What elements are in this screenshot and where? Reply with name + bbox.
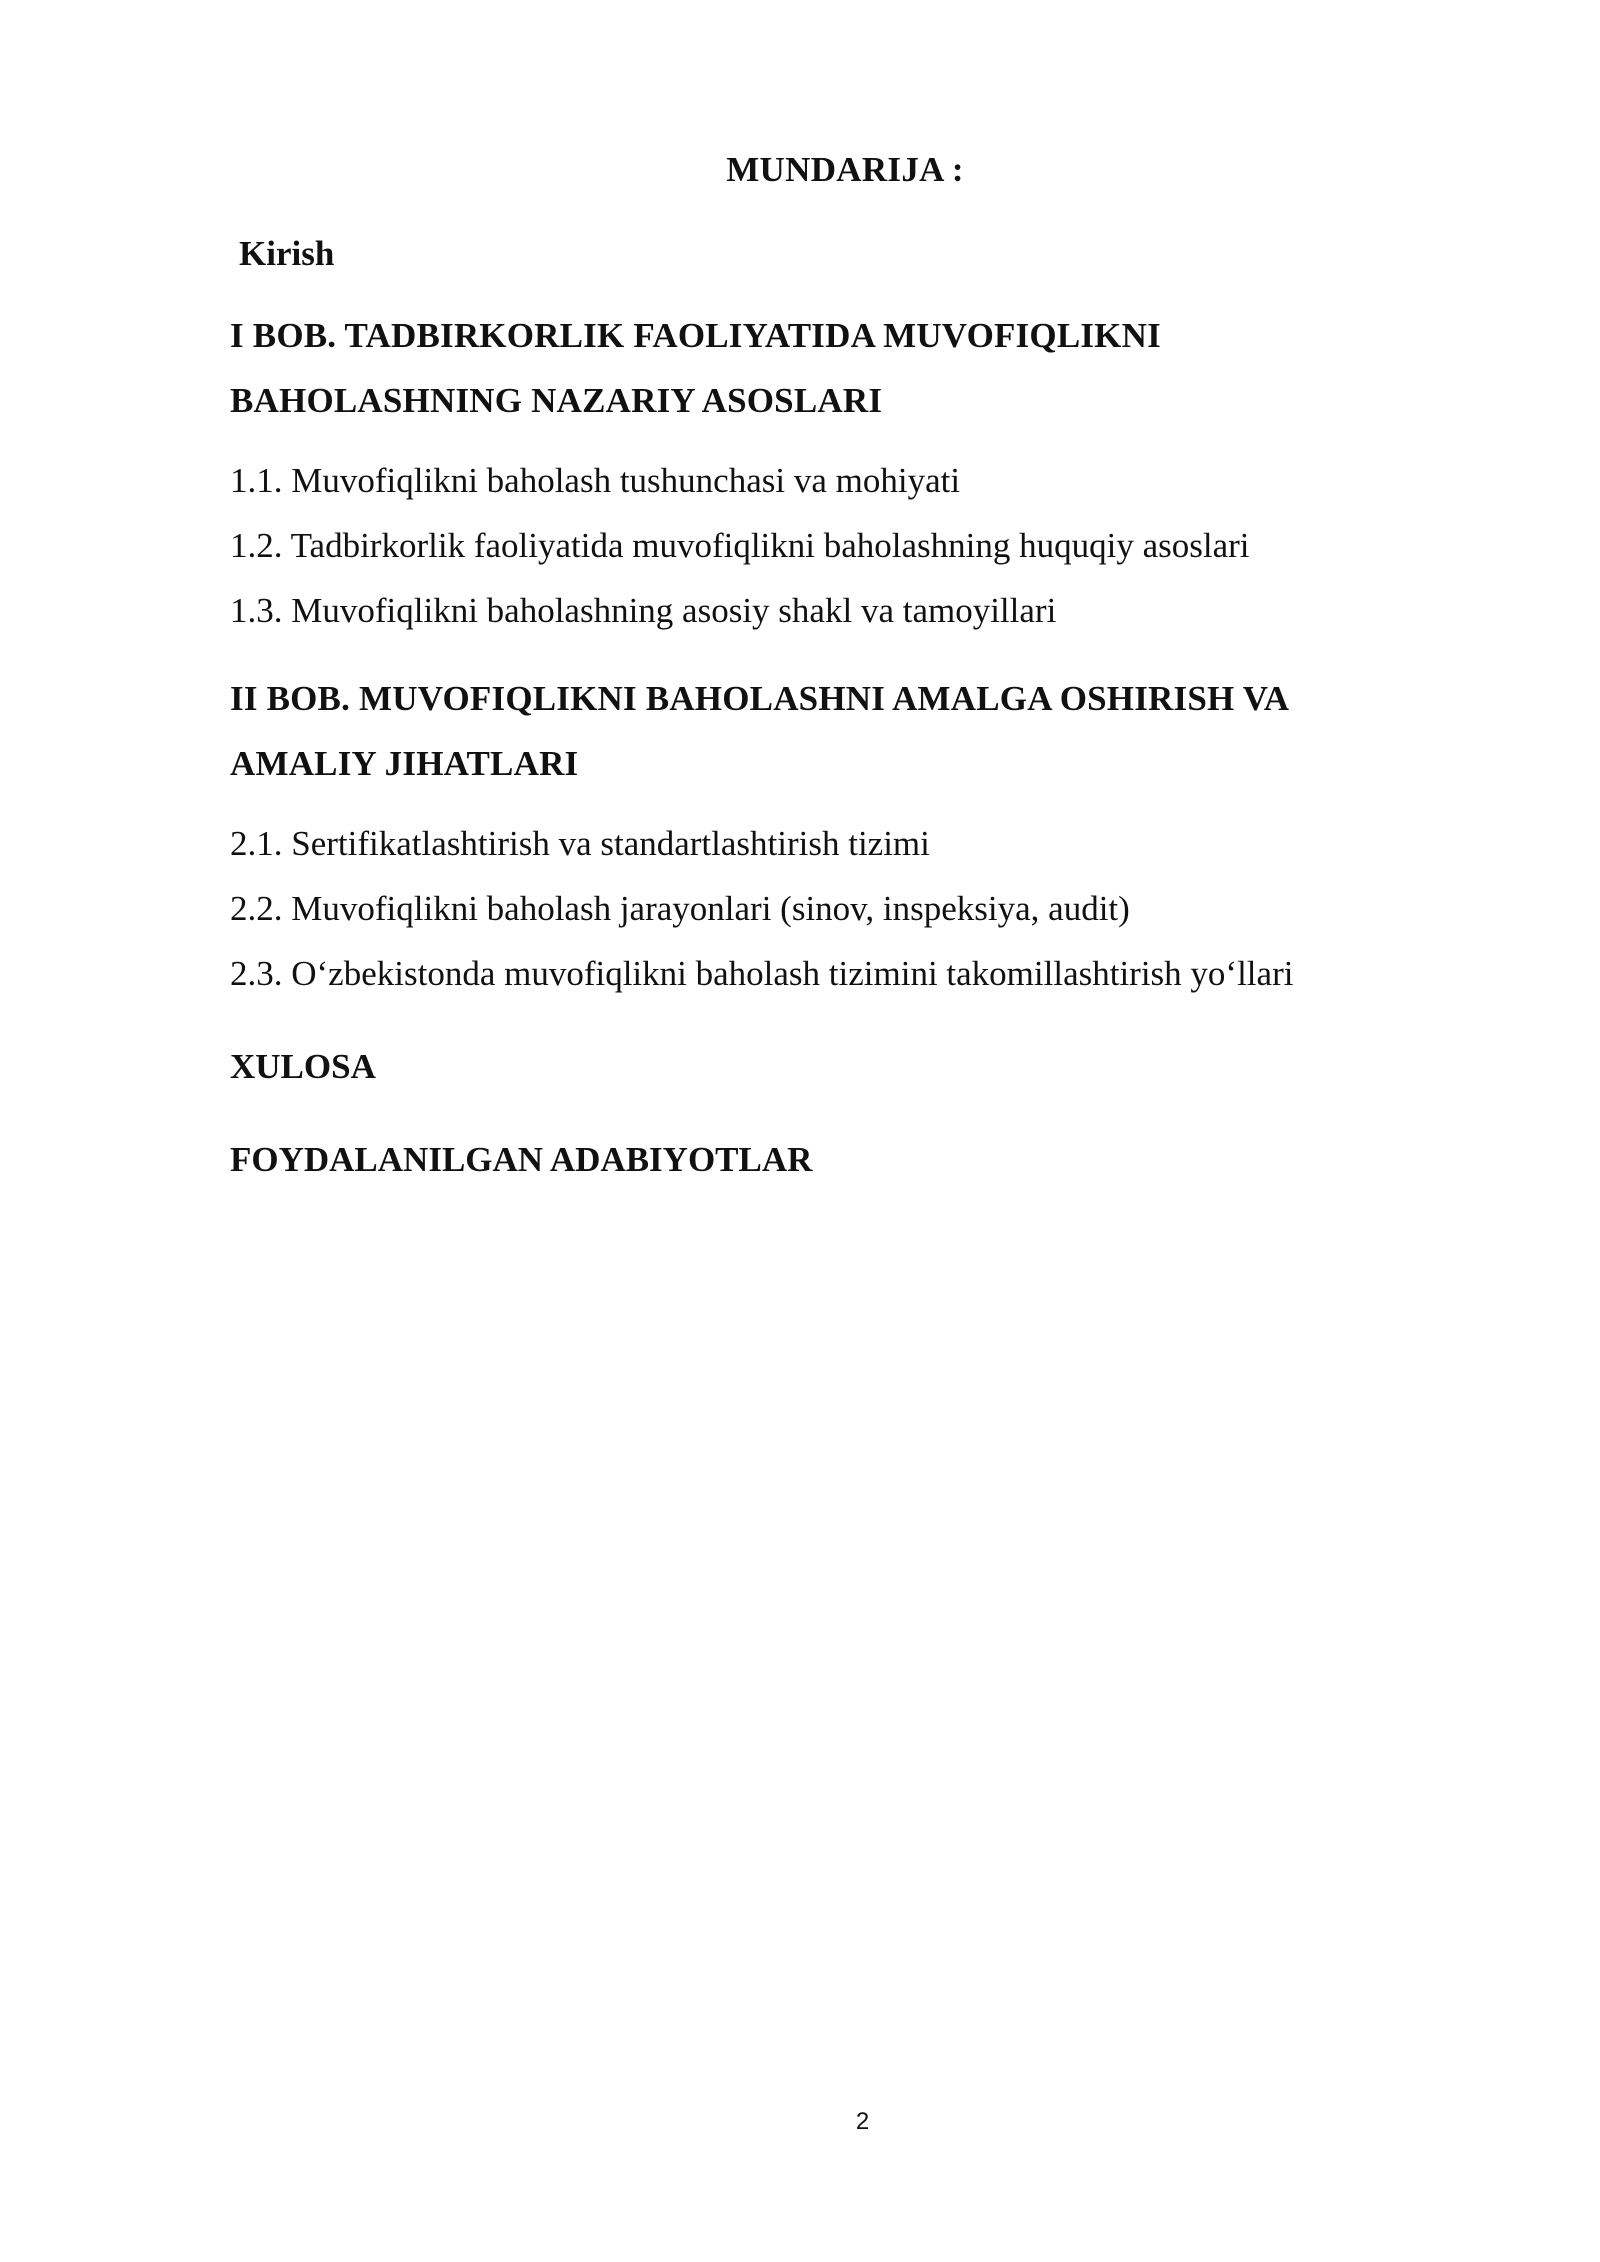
toc-section-1-2: 1.2. Tadbirkorlik faoliyatida muvofiqlikni baholashning huquqiy asoslari	[230, 526, 1250, 565]
table-of-contents	[230, 228, 1430, 1186]
toc-introduction: Kirish	[239, 234, 335, 273]
chapter-1-heading-line2: BAHOLASHNING NAZARIY ASOSLARI	[230, 381, 883, 420]
chapter-2-heading-line2: AMALIY JIHATLARI	[230, 744, 579, 783]
page-number: 2	[855, 2108, 870, 2135]
toc-section-1-1: 1.1. Muvofiqlikni baholash tushunchasi va mohiyati	[230, 461, 961, 500]
toc-section-2-1: 2.1. Sertifikatlashtirish va standartlashtirish tizimi	[230, 824, 930, 863]
chapter-2-heading	[230, 666, 1430, 796]
toc-conclusion: XULOSA	[230, 1047, 376, 1086]
toc-section-2-3: 2.3. O‘zbekistonda muvofiqlikni baholash tizimini takomillashtirish yo‘llari	[230, 954, 1294, 993]
chapter-1-heading-line1: I BOB. TADBIRKORLIK FAOLIYATIDA MUVOFIQLIKNI	[230, 316, 1161, 355]
chapter-2-heading-line1: II BOB. MUVOFIQLIKNI BAHOLASHNI AMALGA OSHIRISH VA	[230, 679, 1290, 718]
chapter-1-sections	[230, 448, 1430, 643]
chapter-1-heading	[230, 303, 1430, 433]
toc-section-2-2: 2.2. Muvofiqlikni baholash jarayonlari (sinov, inspeksiya, audit)	[230, 889, 1130, 928]
toc-references: FOYDALANILGAN ADABIYOTLAR	[230, 1140, 813, 1179]
chapter-2-sections	[230, 811, 1430, 1006]
page-title: MUNDARIJA :	[726, 150, 964, 189]
toc-section-1-3: 1.3. Muvofiqlikni baholashning asosiy shakl va tamoyillari	[230, 591, 1057, 630]
